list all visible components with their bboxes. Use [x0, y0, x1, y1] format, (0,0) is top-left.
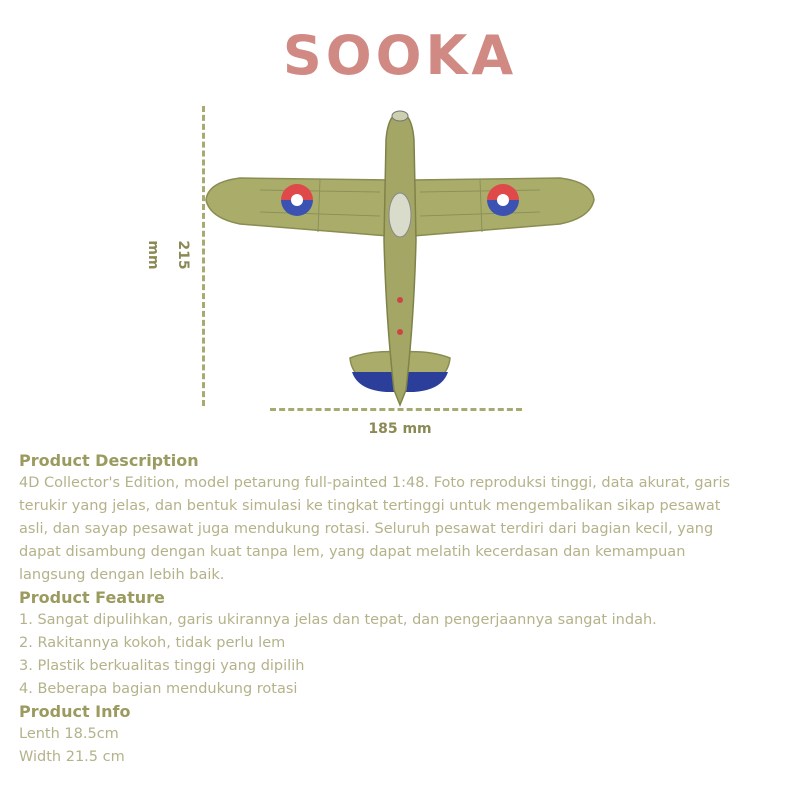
product-details	[19, 450, 789, 769]
feature-item: 1. Sangat dipulihkan, garis ukirannya jelas dan tepat, dan pengerjaannya sangat indah.	[19, 612, 657, 628]
propeller-spinner	[392, 111, 408, 121]
description-line: terukir yang jelas, dan bentuk simulasi ke tingkat tertinggi untuk mengembalikan sikap pesawat	[19, 498, 721, 514]
info-width: Width 21.5 cm	[19, 749, 125, 765]
info-heading: Product Info	[19, 702, 131, 721]
cockpit-canopy	[389, 193, 411, 237]
feature-heading: Product Feature	[19, 588, 165, 607]
brand-logo	[0, 18, 800, 88]
airplane-model-image	[200, 100, 600, 410]
description-line: langsung dengan lebih baik.	[19, 567, 225, 583]
description-line: dapat disambung dengan kuat tanpa lem, yang dapat melatih kecerdasan dan kemampuan	[19, 544, 686, 560]
brand-logo-text: SOOKA	[282, 24, 518, 87]
description-line: 4D Collector's Edition, model petarung full-painted 1:48. Foto reproduksi tinggi, data akurat, garis	[19, 475, 731, 491]
feature-item: 4. Beberapa bagian mendukung rotasi	[19, 681, 298, 697]
feature-item: 2. Rakitannya kokoh, tidak perlu lem	[19, 635, 286, 651]
description-heading: Product Description	[19, 451, 199, 470]
right-roundel	[487, 184, 519, 216]
left-roundel	[281, 184, 313, 216]
info-length: Lenth 18.5cm	[19, 726, 119, 742]
width-dimension-label: 185 mm	[368, 421, 432, 437]
feature-item: 3. Plastik berkualitas tinggi yang dipilih	[19, 658, 305, 674]
height-dimension-label: 215 mm	[145, 240, 191, 270]
description-line: asli, dan sayap pesawat juga mendukung rotasi. Seluruh pesawat terdiri dari bagian kecil, yang	[19, 521, 714, 537]
